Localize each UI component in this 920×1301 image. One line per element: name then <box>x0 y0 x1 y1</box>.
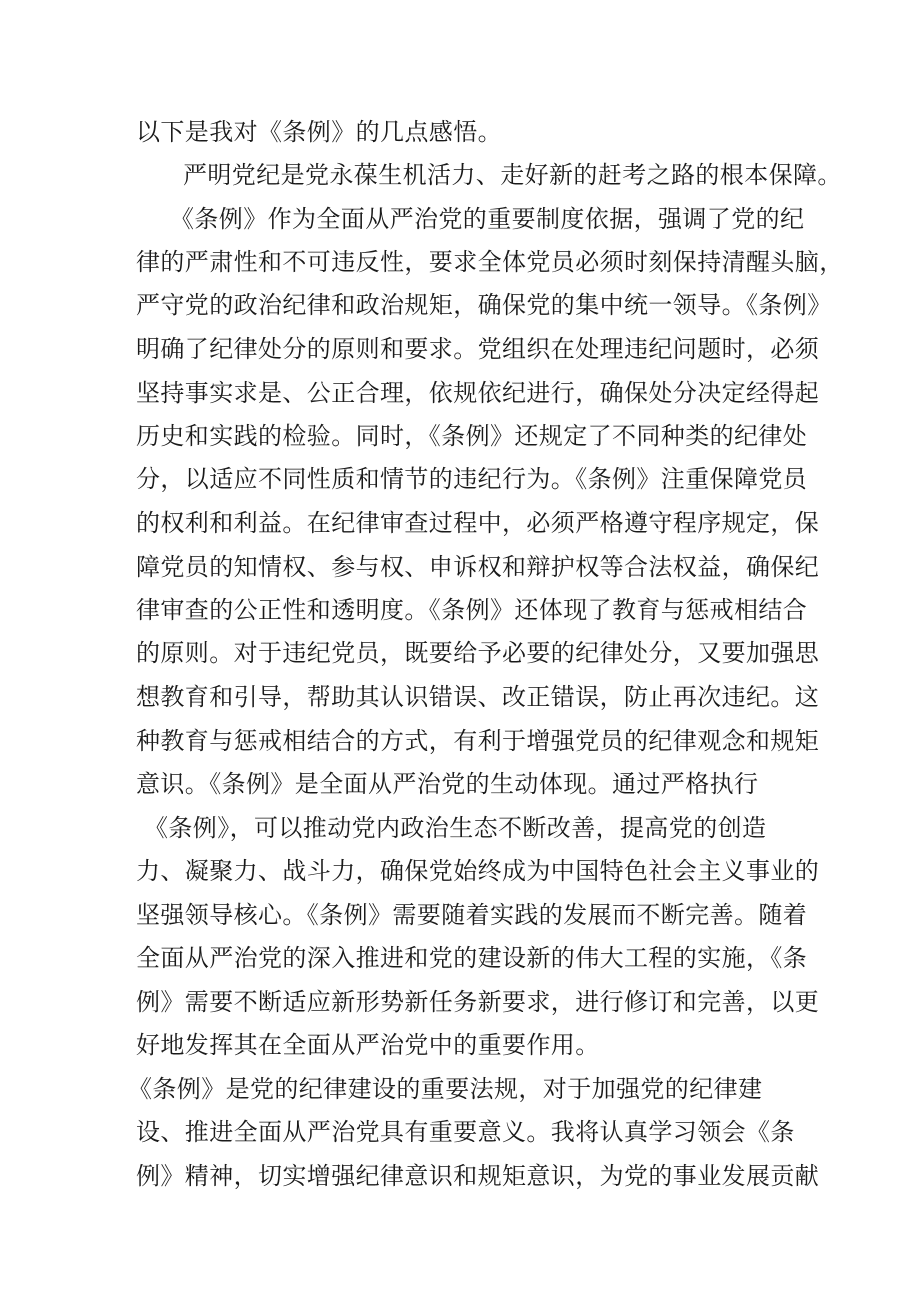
text-line-14: 想教育和引导，帮助其认识错误、改正错误，防止再次违纪。这 <box>136 683 820 711</box>
text-line-2: 严明党纪是党永葆生机活力、走好新的赶考之路的根本保障。 <box>183 161 842 189</box>
text-line-7: 坚持事实求是、公正合理，依规依纪进行，确保处分决定经得起 <box>136 379 820 407</box>
text-line-8: 历史和实践的检验。同时，《条例》还规定了不同种类的纪律处 <box>136 422 808 450</box>
text-line-15: 种教育与惩戒相结合的方式，有利于增强党员的纪律观念和规矩 <box>136 727 820 755</box>
text-line-11: 障党员的知情权、参与权、申诉权和辩护权等合法权益，确保纪 <box>136 553 820 581</box>
text-line-22: 好地发挥其在全面从严治党中的重要作用。 <box>136 1031 600 1059</box>
text-line-21: 例》需要不断适应新形势新任务新要求，进行修订和完善，以更 <box>136 988 820 1016</box>
text-line-25: 例》精神，切实增强纪律意识和规矩意识，为党的事业发展贡献 <box>136 1162 820 1190</box>
text-line-23: 《条例》是党的纪律建设的重要法规，对于加强党的纪律建 <box>128 1075 763 1103</box>
text-line-1: 以下是我对《条例》的几点感悟。 <box>136 118 502 146</box>
text-line-4: 律的严肃性和不可违反性，要求全体党员必须时刻保持清醒头脑， <box>136 248 844 276</box>
text-line-18: 力、凝聚力、战斗力，确保党始终成为中国特色社会主义事业的 <box>136 857 820 885</box>
text-line-6: 明确了纪律处分的原则和要求。党组织在处理违纪问题时，必须 <box>136 335 820 363</box>
text-line-9: 分，以适应不同性质和情节的违纪行为。《条例》注重保障党员 <box>136 465 808 493</box>
text-line-20: 全面从严治党的深入推进和党的建设新的伟大工程的实施，《条 <box>136 944 808 972</box>
text-line-13: 的原则。对于违纪党员，既要给予必要的纪律处分，又要加强思 <box>136 639 820 667</box>
text-line-12: 律审查的公正性和透明度。《条例》还体现了教育与惩戒相结合 <box>136 596 808 624</box>
text-line-10: 的权利和利益。在纪律审查过程中，必须严格遵守程序规定，保 <box>136 509 820 537</box>
text-line-19: 坚强领导核心。《条例》需要随着实践的发展而不断完善。随着 <box>136 901 808 929</box>
text-line-17: 《条例》，可以推动党内政治生态不断改善，提高党的创造 <box>144 814 767 842</box>
text-line-5: 严守党的政治纪律和政治规矩，确保党的集中统一领导。《条例》 <box>136 291 832 319</box>
text-line-16: 意识。《条例》是全面从严治党的生动体现。通过严格执行 <box>136 770 759 798</box>
text-line-3: 《条例》作为全面从严治党的重要制度依据，强调了党的纪 <box>170 205 805 233</box>
text-line-24: 设、推进全面从严治党具有重要意义。我将认真学习领会《条 <box>136 1118 795 1146</box>
